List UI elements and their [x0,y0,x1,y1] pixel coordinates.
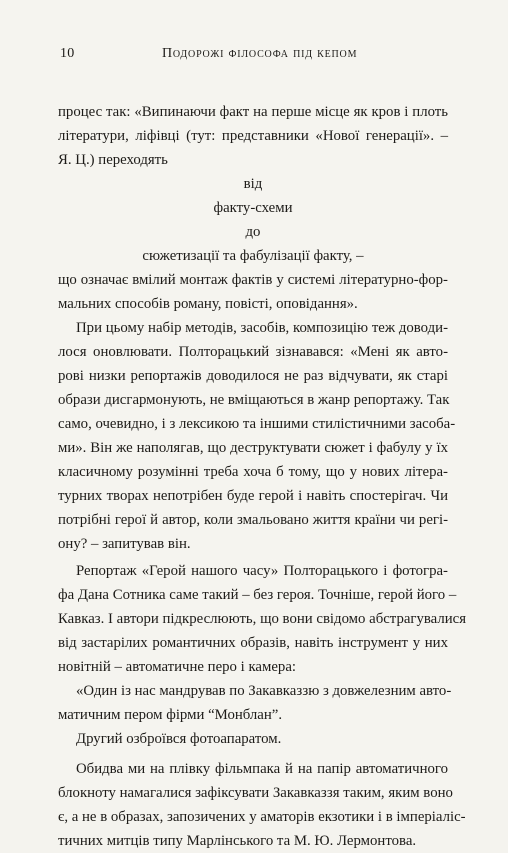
centered-text-line: факту-схеми [213,200,293,216]
text-line: блокноту намагалися зафіксувати Закавказзя таким, яким воно [58,785,453,801]
text-line: турних творах непотрібен буде герой і навіть спостерігач. Чи [58,488,448,504]
quote-first-line: «Один із нас мандрував по Закавказзю з довжелезним авто- [76,683,452,699]
text-line: від застарілих романтичних образів, навіть інструмент у них [58,635,448,651]
text-line: образи дисгармонують, не вміщаються в жанр репортажу. Так [58,392,450,408]
text-line: тичних митців типу Марлінського та М. Ю. Лермонтова. [58,833,417,849]
text-line: ми». Він же наполягав, що деструктувати сюжет і фабулу у їх [58,440,448,456]
paragraph-first-line: Обидва ми на плівку фільмпака й на папір автоматичного [76,761,448,777]
text-line: матичним пером фірми “Монблан”. [58,707,283,723]
text-line: потрібні герої й автор, коли змальовано життя країни чи регі- [58,512,448,528]
text-line: літератури, ліфівці (тут: представники «Нової генерації». – [58,128,448,144]
text-line: новітній – автоматичне перо і камера: [58,659,296,675]
text-line: фа Дана Сотника саме такий – без героя. Точніше, герой його – [58,587,457,603]
text-line: само, очевидно, і з лексикою та іншими стилістичними засоба- [58,416,456,432]
text-line: класичному розумінні треба хоча б тому, що у нових літера- [58,464,448,480]
text-line: Кавказ. І автори підкреслюють, що вони свідомо абстрагувалися [58,611,467,627]
body-text [58,100,467,853]
centered-text-line: до [245,224,261,240]
centered-text-line: від [243,176,263,192]
running-head [58,46,450,64]
page-number: 10 [60,46,75,61]
text-line: рові низки репортажів доводилося не раз відчувати, як старі [58,368,448,384]
text-line: Я. Ц.) переходять [58,152,168,168]
text-line: мальних способів роману, повісті, оповідання». [58,296,358,312]
text-line: ону? – запитував він. [58,536,191,552]
paragraph-first-line: Репортаж «Герой нашого часу» Полторацького і фотогра- [76,563,448,579]
running-title: Подорожі філософа під кепом [162,46,358,61]
paragraph-first-line: При цьому набір методів, засобів, композицію теж доводи- [76,320,448,336]
text-line: лося оновлювати. Полторацький зізнавався: «Мені як авто- [58,344,448,360]
text-line: процес так: «Випинаючи факт на перше місце як кров і плоть [58,104,448,120]
centered-text-line: сюжетизації та фабулізації факту, – [142,248,364,264]
paragraph-first-line: Другий озброївся фотоапаратом. [76,731,282,747]
text-line: є, а не в образах, запозичених у аматорів екзотики і в імперіаліс- [58,809,466,825]
text-line: що означає вмілий монтаж фактів у системі літературно-фор- [58,272,448,288]
